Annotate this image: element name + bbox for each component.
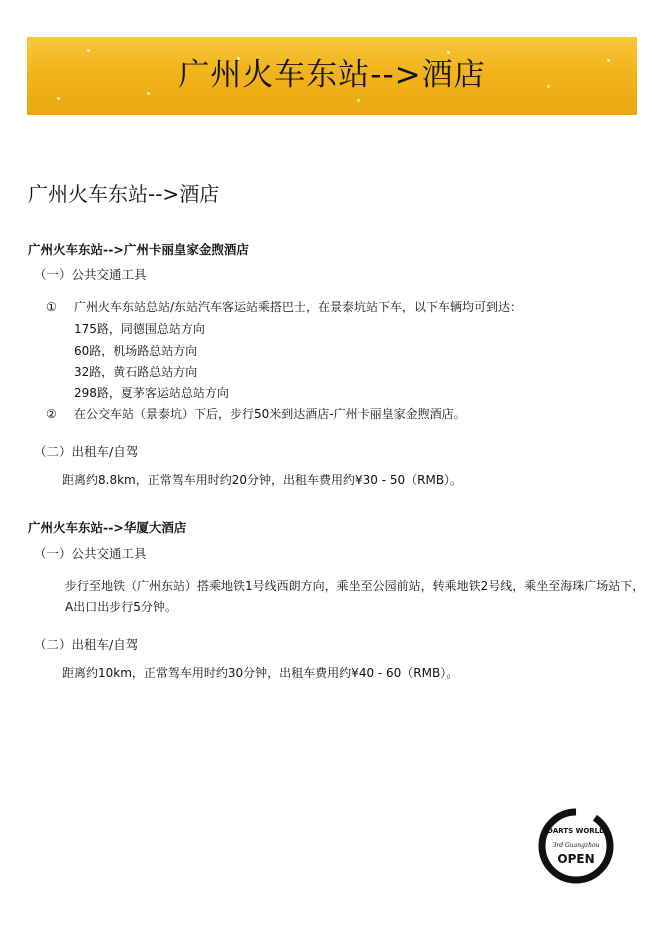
route1-bus-1: 175路，同德围总站方向: [74, 322, 205, 336]
route1-taxi-heading: （二）出租车/自驾: [34, 444, 139, 459]
banner-title: 广州火车东站-->酒店: [178, 57, 486, 93]
logo-line3: OPEN: [557, 852, 595, 866]
route2-taxi-text: 距离约10km，正常驾车用时约30分钟，出租车费用约¥40 - 60（RMB）。: [62, 666, 459, 680]
route1-public-heading: （一）公共交通工具: [34, 267, 147, 282]
route1-item2-marker: ②: [46, 407, 57, 421]
route2-public-heading: （一）公共交通工具: [34, 546, 147, 561]
page-title: 广州火车东站-->酒店: [28, 182, 220, 206]
route1-bus-3: 32路，黄石路总站方向: [74, 365, 198, 379]
header-banner: [27, 37, 637, 115]
route1-bus-4: 298路，夏茅客运站总站方向: [74, 386, 229, 400]
route1-item2-text: 在公交车站（景泰坑）下后，步行50米到达酒店-广州卡丽皇家金煦酒店。: [74, 407, 466, 421]
route2-public-line1: 步行至地铁（广州东站）搭乘地铁1号线西朗方向，乘坐至公园前站，转乘地铁2号线，乘坐至海珠广场站下，: [65, 579, 645, 593]
logo-line1: DARTS WORLD: [547, 827, 605, 835]
route1-taxi-text: 距离约8.8km，正常驾车用时约20分钟，出租车费用约¥30 - 50（RMB）。: [62, 473, 463, 487]
darts-world-open-logo: [536, 806, 616, 886]
route1-bus-2: 60路，机场路总站方向: [74, 344, 198, 358]
route1-item1-text: 广州火车东站总站/东站汽车客运站乘搭巴士，在景泰坑站下车，以下车辆均可到达：: [74, 300, 523, 314]
route1-item1-marker: ①: [46, 300, 57, 314]
route2-taxi-heading: （二）出租车/自驾: [34, 637, 139, 652]
route2-heading: 广州火车东站-->华厦大酒店: [28, 520, 187, 535]
route1-heading: 广州火车东站-->广州卡丽皇家金煦酒店: [28, 242, 249, 257]
logo-line2: 3rd Guangzhou: [552, 842, 600, 849]
route2-public-line2: A出口出步行5分钟。: [65, 600, 177, 614]
